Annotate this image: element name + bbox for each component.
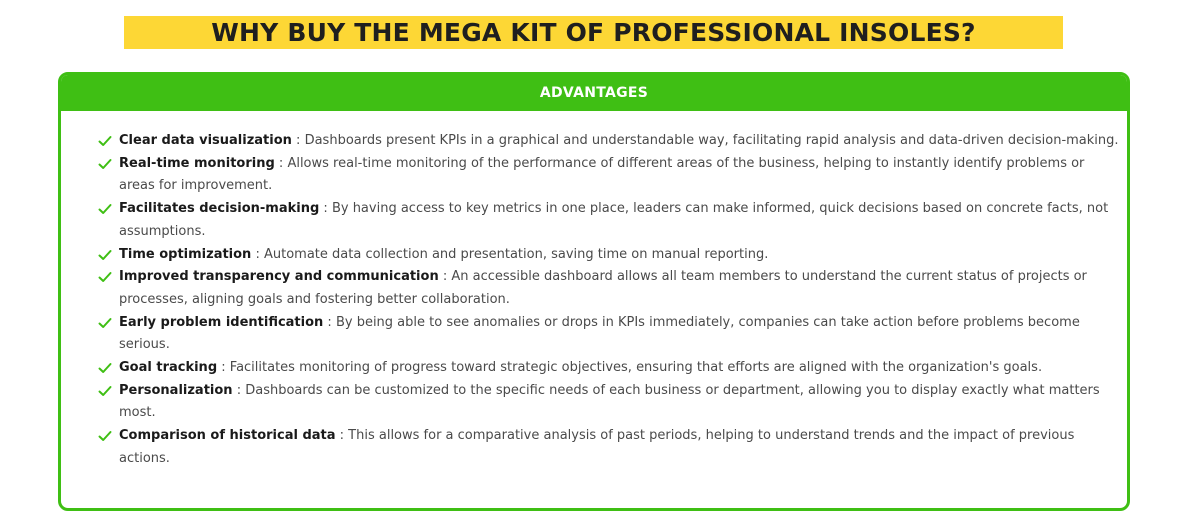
panel-title: ADVANTAGES	[539, 85, 649, 101]
headline-banner	[124, 16, 1063, 49]
item-term: Goal tracking	[119, 360, 218, 376]
check-icon	[98, 202, 112, 216]
page-title: WHY BUY THE MEGA KIT OF PROFESSIONAL INSOLES?	[211, 18, 976, 47]
item-description: Dashboards can be customized to the specific needs of each business or department, allowing you to display exactly what matters most.	[119, 382, 1100, 421]
item-description: This allows for a comparative analysis of past periods, helping to understand trends and the impact of previous actions.	[119, 428, 1075, 466]
item-separator: :	[274, 155, 288, 171]
list-item	[98, 380, 1119, 425]
item-term: Facilitates decision-making	[119, 201, 320, 217]
item-term: Time optimization	[119, 246, 252, 262]
check-icon	[98, 384, 112, 398]
check-icon	[98, 134, 112, 148]
item-description: Allows real-time monitoring of the performance of different areas of the business, helping to instantly identify problems or areas for improvement.	[119, 155, 1085, 194]
item-separator: :	[335, 428, 349, 444]
item-separator: :	[217, 360, 230, 376]
list-item	[98, 425, 1119, 470]
item-description: Automate data collection and presentation, saving time on manual reporting.	[263, 246, 769, 262]
check-icon	[98, 316, 112, 330]
check-icon	[98, 157, 112, 171]
item-term: Clear data visualization	[119, 133, 292, 148]
list-item	[98, 153, 1119, 198]
item-description: An accessible dashboard allows all team members to understand the current status of projects or processes, aligning goals and fostering better collaboration.	[119, 269, 1087, 307]
item-separator: :	[319, 201, 332, 217]
list-item	[98, 266, 1119, 311]
list-item	[98, 357, 1119, 380]
check-icon	[98, 270, 112, 284]
item-description: By having access to key metrics in one place, leaders can make informed, quick decisions based on concrete facts, not assumptions.	[119, 201, 1109, 239]
list-item	[98, 130, 1119, 153]
item-description: Dashboards present KPIs in a graphical and understandable way, facilitating rapid analysis and data-driven decision-making.	[304, 133, 1119, 148]
item-term: Real-time monitoring	[119, 155, 275, 171]
item-separator: :	[291, 133, 305, 148]
panel-header	[61, 75, 1127, 111]
check-icon	[98, 429, 112, 443]
item-term: Early problem identification	[119, 314, 324, 330]
item-separator: :	[323, 314, 336, 330]
item-description: By being able to see anomalies or drops in KPIs immediately, companies can take action before problems become serious.	[119, 314, 1080, 353]
item-term: Improved transparency and communication	[119, 269, 439, 285]
advantages-panel	[58, 72, 1130, 511]
item-separator: :	[232, 382, 246, 398]
item-term: Personalization	[119, 382, 233, 398]
item-term: Comparison of historical data	[119, 428, 336, 444]
item-description: Facilitates monitoring of progress toward strategic objectives, ensuring that efforts are aligned with the organization's goals.	[229, 360, 1043, 376]
item-separator: :	[251, 246, 264, 262]
check-icon	[98, 361, 112, 375]
check-icon	[98, 248, 112, 262]
list-item	[98, 244, 1119, 267]
list-item	[98, 198, 1119, 243]
advantages-list	[61, 111, 1127, 471]
list-item	[98, 312, 1119, 357]
item-separator: :	[438, 269, 452, 285]
